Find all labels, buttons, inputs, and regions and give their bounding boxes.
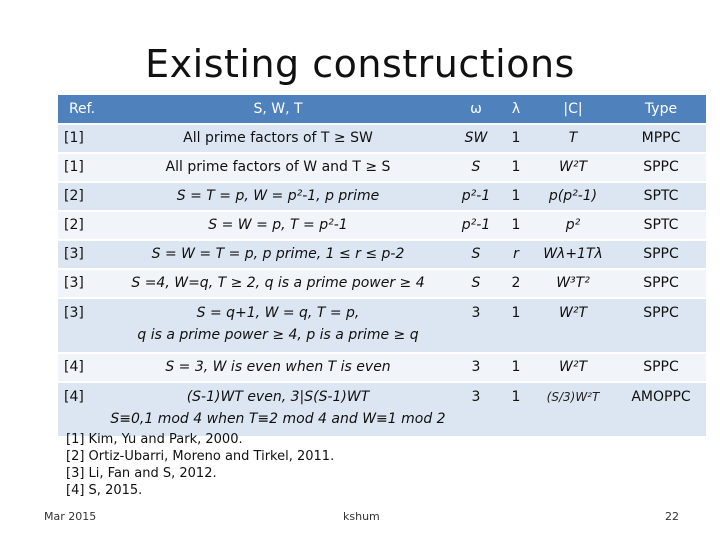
cell-ref: [2] [58, 212, 106, 239]
slide-number: 22 [665, 510, 679, 523]
cell-lambda: r [502, 241, 530, 268]
cell-omega: 3 [450, 383, 502, 436]
cell-omega: S [450, 241, 502, 268]
cell-code-size: W²T [530, 354, 616, 381]
cell-type: SPPC [616, 354, 706, 381]
cell-code-size: Wλ+1Tλ [530, 241, 616, 268]
cell-swt: S = T = p, W = p²-1, p prime [106, 183, 450, 210]
cell-code-size: p(p²-1) [530, 183, 616, 210]
cell-swt-line-2: q is a prime power ≥ 4, p is a prime ≥ q [137, 327, 419, 343]
cell-type: SPTC [616, 183, 706, 210]
header-lambda: λ [502, 95, 530, 123]
cell-swt-line-1: S = q+1, W = q, T = p, [196, 305, 360, 321]
table-row [58, 354, 706, 381]
cell-swt: All prime factors of T ≥ SW [106, 125, 450, 152]
table-row [58, 125, 706, 152]
cell-ref: [3] [58, 241, 106, 268]
table-header-row [58, 95, 706, 123]
cell-omega: SW [450, 125, 502, 152]
cell-lambda: 1 [502, 125, 530, 152]
cell-swt: S = W = p, T = p²-1 [106, 212, 450, 239]
cell-type: SPPC [616, 299, 706, 352]
header-omega: ω [450, 95, 502, 123]
code-size-formula: (S/3)W²T [546, 390, 600, 404]
table-row [58, 183, 706, 210]
table-row [58, 299, 706, 352]
cell-swt-line-1: (S-1)WT even, 3|S(S-1)WT [186, 389, 370, 405]
header-type: Type [616, 95, 706, 123]
table-row [58, 241, 706, 268]
footer-author: kshum [343, 510, 380, 523]
cell-swt [106, 299, 450, 352]
header-swt: S, W, T [106, 95, 450, 123]
reference-item: [2] Ortiz-Ubarri, Moreno and Tirkel, 2011. [66, 449, 335, 464]
reference-item: [4] S, 2015. [66, 483, 143, 498]
cell-code-size: T [530, 125, 616, 152]
table-row [58, 154, 706, 181]
footer-date: Mar 2015 [44, 510, 97, 523]
cell-ref: [1] [58, 154, 106, 181]
cell-ref: [4] [58, 383, 106, 436]
cell-ref: [1] [58, 125, 106, 152]
cell-code-size: p² [530, 212, 616, 239]
cell-omega: 3 [450, 354, 502, 381]
cell-lambda: 1 [502, 183, 530, 210]
cell-ref: [2] [58, 183, 106, 210]
references-list [66, 431, 334, 499]
cell-type: MPPC [616, 125, 706, 152]
cell-code-size [530, 383, 616, 436]
cell-lambda: 1 [502, 299, 530, 352]
reference-item: [3] Li, Fan and S, 2012. [66, 466, 217, 481]
cell-swt-line-2: S≡0,1 mod 4 when T≡2 mod 4 and W≡1 mod 2 [110, 411, 446, 427]
cell-omega: S [450, 154, 502, 181]
cell-code-size: W²T [530, 299, 616, 352]
cell-swt: S =4, W=q, T ≥ 2, q is a prime power ≥ 4 [106, 270, 450, 297]
slide-title: Existing constructions [145, 42, 575, 86]
cell-type: SPTC [616, 212, 706, 239]
header-code-size: |C| [530, 95, 616, 123]
cell-lambda: 1 [502, 354, 530, 381]
cell-lambda: 2 [502, 270, 530, 297]
cell-code-size: W³T² [530, 270, 616, 297]
cell-swt: All prime factors of W and T ≥ S [106, 154, 450, 181]
cell-omega: S [450, 270, 502, 297]
cell-swt [106, 383, 450, 436]
cell-lambda: 1 [502, 212, 530, 239]
cell-lambda: 1 [502, 383, 530, 436]
cell-swt: S = W = T = p, p prime, 1 ≤ r ≤ p-2 [106, 241, 450, 268]
cell-ref: [3] [58, 299, 106, 352]
cell-ref: [4] [58, 354, 106, 381]
table-row [58, 212, 706, 239]
cell-type: SPPC [616, 241, 706, 268]
cell-type: SPPC [616, 154, 706, 181]
header-ref: Ref. [58, 95, 106, 123]
cell-omega: p²-1 [450, 212, 502, 239]
cell-type: SPPC [616, 270, 706, 297]
cell-ref: [3] [58, 270, 106, 297]
table-row [58, 270, 706, 297]
cell-omega: p²-1 [450, 183, 502, 210]
cell-type: AMOPPC [616, 383, 706, 436]
reference-item: [1] Kim, Yu and Park, 2000. [66, 432, 243, 447]
table-row [58, 383, 706, 436]
cell-omega: 3 [450, 299, 502, 352]
constructions-table [58, 93, 706, 438]
cell-swt: S = 3, W is even when T is even [106, 354, 450, 381]
cell-lambda: 1 [502, 154, 530, 181]
cell-code-size: W²T [530, 154, 616, 181]
